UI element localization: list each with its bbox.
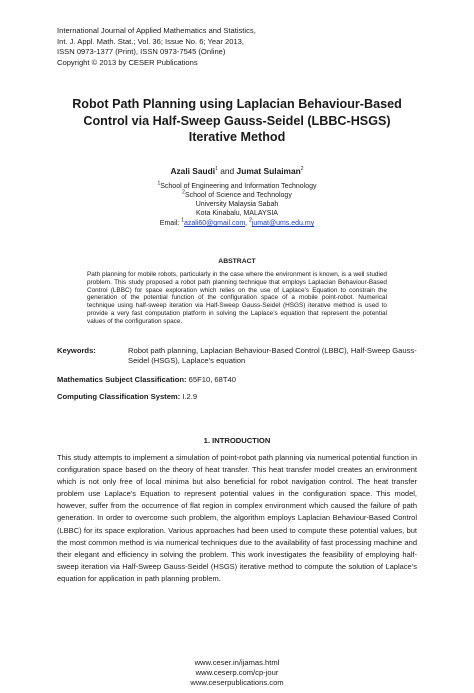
author-name: Azali Saudi [170, 166, 216, 176]
ccs-label: Computing Classification System: [57, 392, 181, 401]
introduction-text: This study attempts to implement a simulation of point-robot path planning via numerical potential function in configuration space based on the theory of heat transfer. This heat transfer model creates an environment which is not only free of local minima but also beneficial for robot navigation control. The heat transfer problem use Laplace’s Equation to represent potential values in the configuration space. This model, however, suffer from the occurrence of flat region in complex environment which caused the failure of path generation. In order to overcome such problem, the algorithm employs Laplacian Behaviour-Based Control (LBBC) for its space exploration. Various approaches had been used to compute these potential values, but the most common method is via numerical techniques due to the availability of fast processing machine and their elegant and efficiency in solving the problem. This work investigates the feasibility of employing half-sweep iteration via Half-Sweep Gauss-Seidel (HSGS) iterative method to compute the solution of Laplace’s equation for application in path planning problem. [57, 453, 417, 583]
email-mark: 1 [181, 217, 184, 224]
ccs-value: I.2.9 [180, 392, 198, 401]
title-line: Robot Path Planning using Laplacian Behaviour-Based [72, 97, 402, 111]
journal-header-line: International Journal of Applied Mathematics and Statistics, [57, 26, 256, 35]
footer-url: www.ceserp.com/cp-jour [195, 668, 279, 677]
affiliations [40, 180, 434, 219]
keywords-label: Keywords: [57, 346, 96, 355]
email-mark: 2 [249, 217, 252, 224]
footer-url: www.ceser.in/ijamas.html [194, 658, 280, 667]
title-line: Control via Half-Sweep Gauss-Seidel (LBBC-HSGS) [83, 113, 391, 128]
journal-header [57, 26, 256, 68]
author-affiliation-mark: 2 [300, 166, 304, 173]
msc-classification [57, 375, 236, 385]
affiliation-mark: 2 [182, 189, 185, 196]
author-affiliation-mark: 1 [215, 166, 218, 173]
msc-label: Mathematics Subject Classification: [57, 375, 187, 384]
msc-value: 65F10, 68T40 [186, 375, 236, 384]
journal-header-line: Copyright © 2013 by CESER Publications [57, 57, 198, 67]
keywords-text: Robot path planning, Laplacian Behaviour-Based Control (LBBC), Half-Sweep Gauss-Seidel (HSGS), Laplace’s equation [128, 346, 417, 365]
ccs-classification [57, 392, 197, 402]
journal-header-line: ISSN 0973-1377 (Print), ISSN 0973-7545 (Online) [57, 47, 226, 57]
affiliation-line: $^2$School of Science and Technology [182, 189, 292, 199]
affiliation-line: Kota Kinabalu, MALAYSIA [196, 209, 278, 217]
author-conjunction: and [217, 166, 237, 176]
affiliation-line: $^1$School of Engineering and Information Technology [157, 180, 317, 190]
author-list [40, 166, 434, 177]
abstract-text: Path planning for mobile robots, particularly in the case where the environment is known, is a well studied problem. This study proposed a robot path planning technique that employs Laplacian Behaviour-Based Control (LBBC) for space exploration which relies on the use of Laplace’s Equation to constrain the generation of the potential function of the configuration space of a mobile point-robot. Numerical technique using half-sweep iteration via Half-Sweep Gauss-Seidel (HSGS) iterative method is used to provide a very fast computation platform in solving the Laplace’s equation that represent the potential values of the configuration space. [87, 271, 387, 325]
journal-footer [40, 658, 434, 688]
section-heading-introduction: 1. INTRODUCTION [203, 436, 271, 445]
abstract-heading: ABSTRACT [218, 258, 256, 265]
title-line: Iterative Method [188, 130, 286, 144]
email-line: Email: $^1$azali60@gmail.com, $^2$jumat@ums.edu.my [159, 217, 315, 227]
journal-header-line: Int. J. Appl. Math. Stat.; Vol. 36; Issue No. 6; Year 2013, [57, 36, 245, 46]
paper-title [40, 96, 434, 146]
footer-url: www.ceserpublications.com [190, 678, 284, 687]
author-name: Jumat Sulaiman [236, 166, 301, 176]
email-link-author1[interactable]: azali60@gmail.com [183, 220, 246, 227]
affiliation-line: University Malaysia Sabah [195, 200, 279, 208]
email-link-author2[interactable]: jumat@ums.edu.my [251, 220, 315, 227]
affiliation-mark: 1 [157, 180, 161, 187]
email-label: Email: [159, 220, 182, 227]
